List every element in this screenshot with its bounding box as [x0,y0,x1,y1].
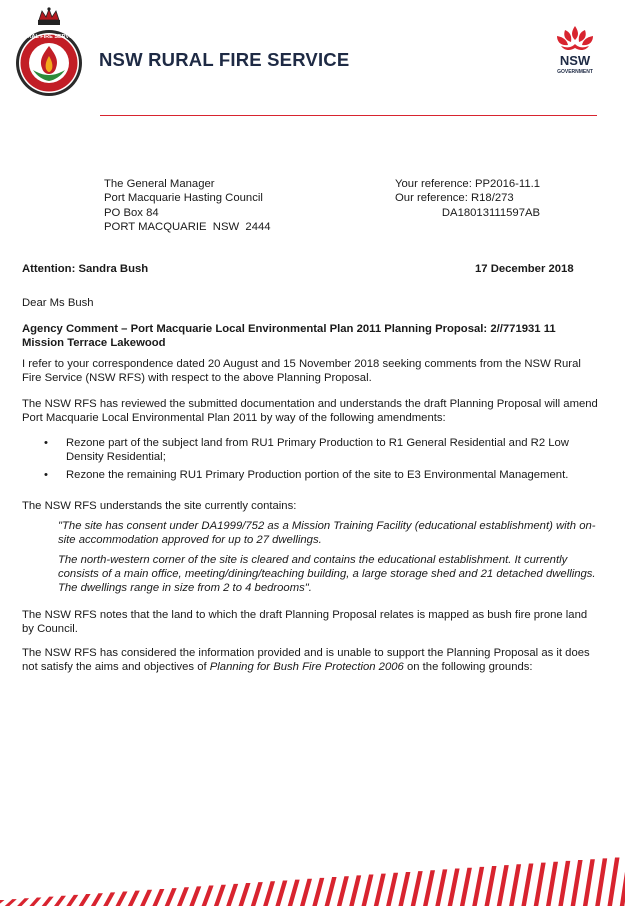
stripe-mark [571,860,583,906]
stripe-mark [398,872,410,906]
stripe-mark [140,890,152,906]
list-item: • Rezone the remaining RU1 Primary Production portion of the site to E3 Environmental Management. [42,468,582,482]
recipient-address [104,177,271,234]
address-line: The General Manager [104,178,215,190]
stripe-mark [448,869,460,906]
stripe-mark [472,867,484,906]
stripe-mark [251,882,263,906]
stripe-mark [263,881,275,906]
stripe-mark [300,879,312,906]
address-line: PO Box 84 [104,206,159,219]
stripe-mark [386,873,398,906]
reference-block [395,177,540,220]
stripe-mark [595,858,607,906]
crown-icon [38,7,60,25]
body-paragraph [22,646,600,674]
organisation-name: NSW RURAL FIRE SERVICE [99,49,350,70]
stripe-mark [534,863,546,906]
stripe-mark [325,877,337,906]
stripe-mark [349,875,361,906]
svg-text:NSW: NSW [559,53,591,68]
your-reference: Your reference: PP2016-11.1 [395,178,541,190]
stripe-mark [497,865,509,906]
stripe-mark [116,892,128,907]
rfs-seal-logo [15,6,83,102]
site-description-quote [58,519,598,601]
text-segment: The NSW RFS has considered the information provided and is unable to support the Planning Proposal as it does not satisfy the aims and objectives of [22,647,590,673]
stripe-mark [312,878,324,906]
header-divider [100,115,597,116]
svg-text:RURAL FIRE SERVICE: RURAL FIRE SERVICE [19,34,79,40]
stripe-mark [411,871,423,906]
svg-text:GOVERNMENT: GOVERNMENT [557,69,593,75]
attention-line: Attention: Sandra Bush [22,263,149,275]
address-line: PORT MACQUARIE NSW 2444 [104,220,271,233]
da-reference: DA18013111597AB [441,206,541,219]
stripe-mark [485,866,497,906]
stripe-mark [202,886,214,906]
body-paragraph: I refer to your correspondence dated 20 August and 15 November 2018 seeking comments from the NSW Rural Fire Service (NSW RFS) with respect to the above Planning Proposal. [22,358,581,384]
body-paragraph: The NSW RFS notes that the land to which the draft Planning Proposal relates is mapped as bush fire prone land by Council. [22,609,588,635]
stripe-mark [435,869,447,906]
stripe-mark [226,884,238,906]
subject-line: Agency Comment – Port Macquarie Local Environmental Plan 2011 Planning Proposal: 2//771931 11 Mission Terrace Lakewood [22,323,556,349]
stripe-mark [177,887,189,906]
body-paragraph: The NSW RFS has reviewed the submitted documentation and understands the draft Planning Proposal will amend Port Macquarie Local Environmental Plan 2011 by way of the following amendments: [22,398,598,424]
stripe-mark [79,894,91,906]
stripe-mark [374,874,386,906]
stripe-mark [521,863,533,906]
stripe-mark [337,876,349,906]
footer-stripe-band [0,852,625,906]
stripe-mark [423,870,435,906]
quote-paragraph: The north-western corner of the site is cleared and contains the educational establishment. It currently consists of a main office, meeting/dining/teaching building, a large storage shed and 21 detached dwellings. The dwellings range in size from 2 to 4 bedrooms". [58,554,596,594]
stripe-mark [214,885,226,906]
address-line: Port Macquarie Hasting Council [104,192,263,205]
stripe-mark [189,886,201,906]
amendments-list [42,436,582,486]
document-title: Planning for Bush Fire Protection 2006 [209,661,404,673]
stripe-mark [362,875,374,907]
stripe-mark [152,889,164,906]
stripe-mark [546,862,558,906]
stripe-mark [558,861,570,906]
nsw-government-logo [551,24,599,76]
salutation: Dear Ms Bush [22,297,94,309]
stripe-mark [608,858,620,907]
stripe-mark [91,893,103,906]
body-paragraph: The NSW RFS understands the site currently contains: [22,500,297,512]
text-segment: on the following grounds: [403,661,533,673]
stripe-mark [0,900,5,906]
stripe-mark [288,880,300,906]
stripe-mark [583,859,595,906]
letter-date: 17 December 2018 [475,263,574,275]
stripe-mark [509,864,521,906]
stripe-mark [239,883,251,906]
stripe-mark [54,896,66,906]
stripe-mark [460,868,472,906]
list-item: • Rezone part of the subject land from RU1 Primary Production to R1 General Residential and R2 Low Density Residential; [42,436,582,464]
stripe-mark [29,897,41,906]
quote-paragraph: "The site has consent under DA1999/752 as a Mission Training Facility (educational establishment) with on-site accommodation approved for up to 27 dwellings. [58,520,596,546]
stripe-mark [42,897,54,906]
stripe-mark [165,888,177,906]
stripe-mark [5,899,17,906]
our-reference: Our reference: R18/273 [395,192,514,205]
stripe-mark [66,895,78,906]
stripe-mark [128,891,140,906]
stripe-mark [620,857,625,906]
waratah-icon [557,26,593,50]
stripe-mark [275,880,287,906]
stripe-mark [103,892,115,906]
stripe-mark [17,898,29,906]
